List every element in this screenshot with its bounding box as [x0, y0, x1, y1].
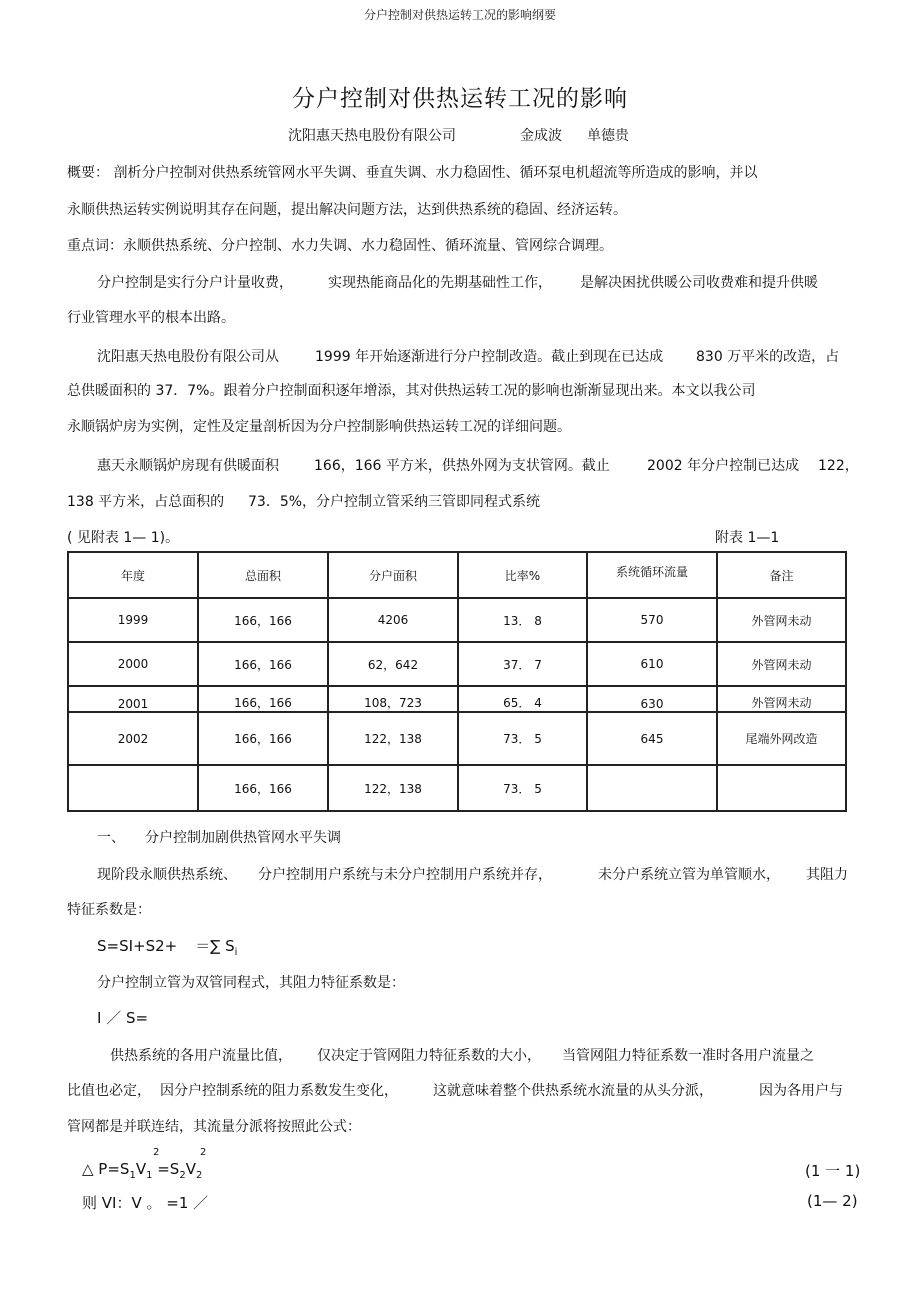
cell: 122，138 — [328, 765, 458, 811]
table-reference: ( 见附表 1— 1)。 — [67, 530, 180, 546]
formula-1-d: V — [185, 1160, 196, 1178]
para1-b: 实现热能商品化的先期基础性工作， — [328, 275, 552, 291]
cell: 630 — [587, 686, 717, 712]
table-row — [68, 712, 846, 765]
data-table — [67, 551, 847, 812]
header-remark: 备注 — [717, 552, 846, 598]
table-row — [68, 686, 846, 712]
header-total-area: 总面积 — [198, 552, 328, 598]
para3-c: 2002 年分户控制已达成 — [647, 458, 800, 474]
cell — [587, 765, 717, 811]
para5: 分户控制立管为双管同程式，其阻力特征系数是： — [97, 975, 405, 991]
table-row — [68, 598, 846, 642]
equation-2: I ／ S= — [97, 1009, 149, 1027]
para2-d: 总供暖面积的 37．7%。跟着分户控制面积逐年增添，其对供热运转工况的影响也渐渐显现出来。本文以我公司 — [67, 383, 756, 399]
formula-1-c: =S — [152, 1160, 180, 1178]
formula-1-s4: 2 — [195, 1170, 203, 1181]
para1-d: 行业管理水平的根本出路。 — [67, 310, 235, 326]
cell: 65． 4 — [458, 686, 587, 712]
para2-c: 830 万平米的改造，占 — [696, 349, 840, 365]
formula-1-s2: 1 — [146, 1170, 153, 1181]
abstract-line-2: 永顺供热运转实例说明其存在问题，提出解决问题方法，达到供热系统的稳固、经济运转。 — [67, 202, 627, 218]
table-row — [68, 642, 846, 686]
cell: 外管网未动 — [717, 686, 846, 712]
para6-e: 因分户控制系统的阻力系数发生变化， — [160, 1083, 398, 1099]
section-number: 一、 — [97, 830, 125, 846]
header-household-area: 分户面积 — [328, 552, 458, 598]
formula-1-s1: 1 — [129, 1170, 136, 1181]
cell: 166，166 — [198, 712, 328, 765]
header-year: 年度 — [68, 552, 198, 598]
cell: 62，642 — [328, 642, 458, 686]
formula-2-label: (1— 2) — [807, 1192, 858, 1210]
cell: 166，166 — [198, 598, 328, 642]
para4-a: 现阶段永顺供热系统、 — [97, 867, 237, 883]
para3-e: 138 平方米，占总面积的 — [67, 494, 225, 510]
cell — [717, 765, 846, 811]
table-row — [68, 765, 846, 811]
cell: 166，166 — [198, 642, 328, 686]
para4-d: 其阻力 — [806, 867, 848, 883]
formula-1-label: (1 一 1) — [805, 1162, 861, 1180]
cell: 2001 — [68, 686, 198, 712]
formula-1-sup-1: 2 — [153, 1147, 160, 1158]
formula-1 — [82, 1160, 202, 1181]
header-flow: 系统循环流量 — [587, 552, 717, 598]
para4-b: 分户控制用户系统与未分户控制用户系统并存， — [258, 867, 552, 883]
equation-1 — [97, 935, 237, 958]
formula-2: 则 VI：V 。 =1 ／ — [82, 1194, 209, 1212]
para3-f: 73．5%，分户控制立管采纳三管即同程式系统 — [248, 494, 541, 510]
cell: 73． 5 — [458, 712, 587, 765]
cell: 外管网未动 — [717, 642, 846, 686]
formula-1-sup-2: 2 — [200, 1147, 207, 1158]
para2-b: 1999 年开始逐渐进行分户控制改造。截止到现在已达成 — [315, 349, 664, 365]
para1-c: 是解决困扰供暖公司收费难和提升供暖 — [580, 275, 818, 291]
equation-1-b: ＝∑ S — [195, 937, 235, 955]
page-header: 分户控制对供热运转工况的影响纲要 — [363, 8, 556, 22]
para6-g: 因为各用户与 — [759, 1083, 843, 1099]
cell: 166，166 — [198, 686, 328, 712]
document-title: 分户控制对供热运转工况的影响 — [292, 86, 628, 112]
section-title: 分户控制加剧供热管网水平失调 — [145, 830, 341, 846]
para2-e: 永顺锅炉房为实例，定性及定量剖析因为分户控制影响供热运转工况的详细问题。 — [67, 419, 571, 435]
equation-1-sub: i — [234, 947, 238, 958]
equation-1-a: S=SI+S2+ — [97, 937, 178, 955]
para6-h: 管网都是并联连结，其流量分派将按照此公式： — [67, 1119, 361, 1135]
author-org: 沈阳惠天热电股份有限公司 — [288, 128, 456, 144]
cell: 645 — [587, 712, 717, 765]
para2-a: 沈阳惠天热电股份有限公司从 — [97, 349, 279, 365]
para4-c: 未分户系统立管为单管顺水， — [598, 867, 780, 883]
cell: 外管网未动 — [717, 598, 846, 642]
para6-a: 供热系统的各用户流量比值， — [110, 1048, 292, 1064]
keywords: 重点词：永顺供热系统、分户控制、水力失调、水力稳固性、循环流量、管网综合调理。 — [67, 238, 613, 254]
header-ratio: 比率% — [458, 552, 587, 598]
cell: 4206 — [328, 598, 458, 642]
cell — [68, 765, 198, 811]
cell: 尾端外网改造 — [717, 712, 846, 765]
cell: 13． 8 — [458, 598, 587, 642]
formula-1-b: V — [135, 1160, 147, 1178]
table-caption: 附表 1—1 — [715, 530, 780, 546]
cell: 2000 — [68, 642, 198, 686]
author-name-2: 单德贵 — [587, 128, 629, 144]
cell: 2002 — [68, 712, 198, 765]
para6-b: 仅决定于管网阻力特征系数的大小， — [317, 1048, 541, 1064]
para4-e: 特征系数是： — [67, 902, 151, 918]
para6-c: 当管网阻力特征系数一准时各用户流量之 — [562, 1048, 814, 1064]
para6-d: 比值也必定， — [67, 1083, 151, 1099]
para3-b: 166，166 平方米，供热外网为支状管网。截止 — [314, 458, 610, 474]
para3-d: 122， — [818, 458, 859, 474]
cell: 570 — [587, 598, 717, 642]
cell: 122，138 — [328, 712, 458, 765]
cell: 108，723 — [328, 686, 458, 712]
cell: 73． 5 — [458, 765, 587, 811]
cell: 166，166 — [198, 765, 328, 811]
cell: 1999 — [68, 598, 198, 642]
cell: 610 — [587, 642, 717, 686]
para3-a: 惠天永顺锅炉房现有供暖面积 — [97, 458, 279, 474]
cell: 37． 7 — [458, 642, 587, 686]
table-header-row — [68, 552, 846, 598]
author-name-1: 金成波 — [520, 128, 562, 144]
para1-a: 分户控制是实行分户计量收费， — [97, 275, 293, 291]
formula-1-a: △ P=S — [82, 1160, 130, 1178]
para6-f: 这就意味着整个供热系统水流量的从头分派， — [433, 1083, 713, 1099]
formula-1-s3: 2 — [179, 1170, 186, 1181]
abstract-line-1: 概要： 剖析分户控制对供热系统管网水平失调、垂直失调、水力稳固性、循环泵电机超流等所造成的影响，并以 — [67, 165, 758, 181]
